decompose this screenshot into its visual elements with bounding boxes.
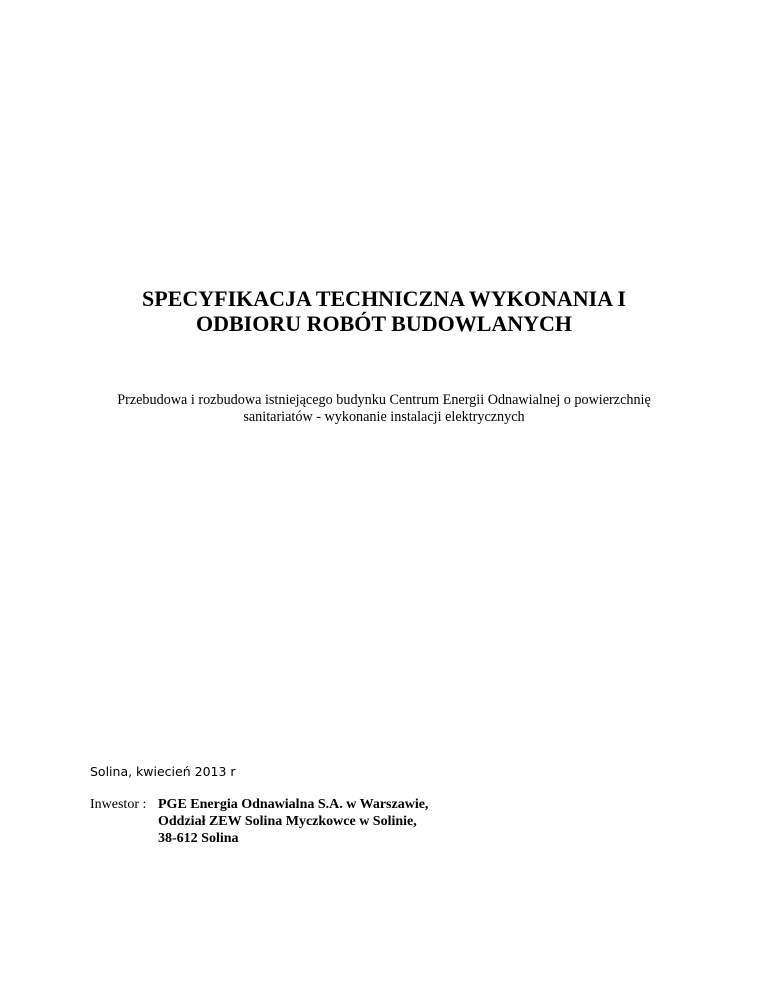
investor-block [90,796,428,847]
document-title-line-2: ODBIORU ROBÓT BUDOWLANYCH [195,311,573,336]
investor-address: 38-612 Solina [158,831,239,846]
project-description [0,392,768,426]
place-and-date: Solina, kwiecień 2013 r [90,764,236,779]
investor-name: PGE Energia Odnawialna S.A. w Warszawie, [158,797,429,812]
investor-label: Inwestor : [90,797,150,812]
investor-details [158,796,428,847]
document-title-line-1: SPECYFIKACJA TECHNICZNA WYKONANIA I [142,286,626,311]
project-description-line-1: Przebudowa i rozbudowa istniejącego budynku Centrum Energii Odnawialnej o powierzchnię [117,392,651,408]
document-title [0,286,768,336]
project-description-line-2: sanitariatów - wykonanie instalacji elektrycznych [243,409,525,425]
investor-branch: Oddział ZEW Solina Myczkowce w Solinie, [158,814,417,829]
